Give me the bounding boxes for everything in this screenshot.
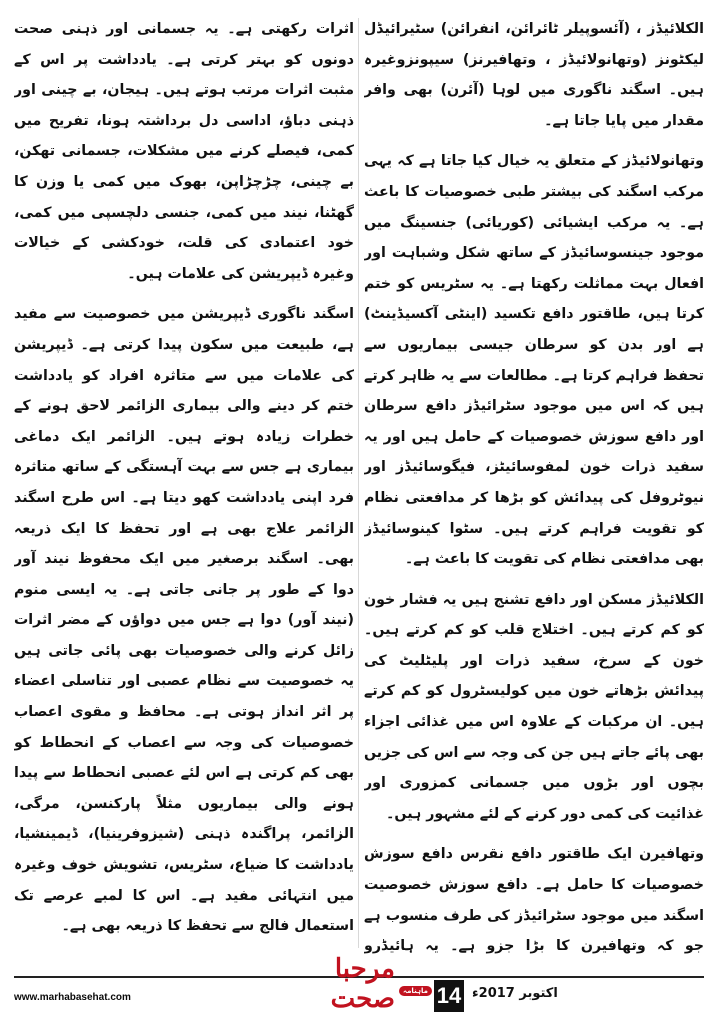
article-column-left — [14, 14, 354, 954]
masthead-label: ماہنامہ — [399, 986, 432, 996]
website-link[interactable]: www.marhabasehat.com — [14, 992, 131, 1003]
page-footer — [14, 954, 704, 1016]
column-divider — [358, 18, 359, 948]
issue-date: اکتوبر 2017ء — [472, 986, 558, 1001]
masthead-title: مرحبا صحت — [330, 954, 395, 1014]
paragraph: اسگند ناگوری ڈیپریشن میں خصوصیت سے مفید ہے، طبیعت میں سکون پیدا کرتی ہے۔ ڈیپریشن کی علامات میں سے متاثرہ افراد کو یادداشت ختم کر دینے والی بیماری الزائمر لاحق ہونے کے خطرات زیادہ ہوتے ہیں۔ الزائمر ایک دماغی بیماری ہے جس سے بہت آہستگی کے ساتھ متاثرہ فرد اپنی یادداشت کھو دیتا ہے۔ اس طرح اسگند الزائمر علاج بھی ہے اور تحفظ کا ایک ذریعہ بھی۔ اسگند برصغیر میں ایک محفوظ نیند آور دوا کے طور پر جانی جاتی ہے۔ یہ ایسی منوم (نیند آور) دوا ہے جس میں دواؤں کے مضر اثرات زائل کرنے والی خصوصیات بھی پائی جاتی ہیں یہ خصوصیت سے نظام عصبی اور تناسلی اعضاء پر اثر انداز ہوتی ہے۔ محافظ و مقوی اعصاب خصوصیات کی وجہ سے اعصاب کے انحطاط کو بھی کم کرتی ہے اس لئے عصبی انحطاط سے پیدا ہونے والی بیماریوں مثلاً پارکنسن، مرگی، الزائمر، پراگندہ ذہنی (شیزوفرینیا)، ڈیمینشیا، یادداشت کا ضیاع، سٹریس، تشویش خوف وغیرہ میں انتہائی مفید ہے۔ اس کا لمبے عرصے تک استعمال فالج سے تحفظ کا ذریعہ بھی ہے۔ — [14, 306, 354, 935]
paragraph: وتھانولائیڈز کے متعلق یہ خیال کیا جاتا ہے کہ یہی مرکب اسگند کی بیشتر طبی خصوصیات کا باعث ہے۔ یہ مرکب ایشیائی (کوریائی) جنسینگ میں موجود جینسوسائیڈز کے ساتھ شکل وشباہت اور افعال بہت مماثلت رکھتا ہے۔ یہ سٹریس کو ختم کرتا ہیں، طاقتور دافع تکسید (اینٹی آکسیڈینٹ) ہے اور بدن کو سرطان جیسی بیماریوں سے تحفظ فراہم کرتا ہے۔ مطالعات سے یہ ظاہر کرتے ہیں کہ اس میں موجود سٹرائیڈز دافع سرطان اور دافع سوزش خصوصیات کے حامل ہیں اور یہ سفید ذرات خون لمفوسائیٹز، فیگوسائیڈز اور نیوٹروفل کی پیدائش کو بڑھا کر مدافعتی نظام کو تقویت فراہم کرتے ہیں۔ سٹوا کینوسائیڈز بھی مدافعتی نظام کی تقویت کا باعث ہے۔ — [364, 153, 704, 568]
paragraph: الکلائیڈز مسکن اور دافع تشنج ہیں یہ فشار خون کو کم کرتے ہیں۔ اختلاج قلب کو کم کرتے ہیں۔ خون کے سرخ، سفید ذرات اور پلیٹلیٹ کی پیدائش بڑھاتے خون میں کولیسٹرول کو کم کرتے ہیں۔ ان مرکبات کے علاوہ اس میں غذائی اجزاء بھی پائے جاتے ہیں جن کی وجہ سے اس کی جزیں بچوں اور بڑوں میں جسمانی کمزوری اور غذائیت کی کمی دور کرنے کے لئے مشہور ہیں۔ — [364, 591, 704, 822]
page-number: 14 — [434, 980, 464, 1012]
paragraph: اثرات رکھتی ہے۔ یہ جسمانی اور ذہنی صحت دونوں کو بہتر کرتی ہے۔ یادداشت پر اس کے مثبت اثرات مرتب ہوتے ہیں۔ ہیجان، بے چینی اور ذہنی دباؤ، اداسی دل برداشتہ ہونا، تفریح میں کمی، فیصلے کرنے میں مشکلات، جسمانی تھکن، بے چینی، چڑچڑاپن، بھوک میں کمی یا وزن کا گھٹنا، نیند میں کمی، جنسی دلچسپی میں کمی، خود اعتمادی کی قلت، خودکشی کے خیالات وغیرہ ڈیپریشن کی علامات ہیں۔ — [14, 21, 354, 282]
paragraph: الکلائیڈز ، (آئسوپیلر ٹائرائن، انفرائن) سٹیرائیڈل لیکٹونز (وتھانولائیڈز ، وتھافیرنز) سیپونزوغیرہ ہیں۔ اسگند ناگوری میں لوہا (آئرن) بھی وافر مقدار میں پایا جاتا ہے۔ — [364, 21, 704, 129]
article-column-right — [364, 14, 704, 954]
paragraph: وتھافیرن ایک طاقتور دافع نقرس دافع سوزش خصوصیات کا حامل ہے۔ دافع سوزش خصوصیت اسگند میں موجود سٹرائیڈز کی طرف منسوب ہے جو کہ وتھافیرن کا بڑا جزو ہے۔ یہ ہائیڈرو — [364, 846, 704, 954]
magazine-logo — [282, 954, 432, 1014]
